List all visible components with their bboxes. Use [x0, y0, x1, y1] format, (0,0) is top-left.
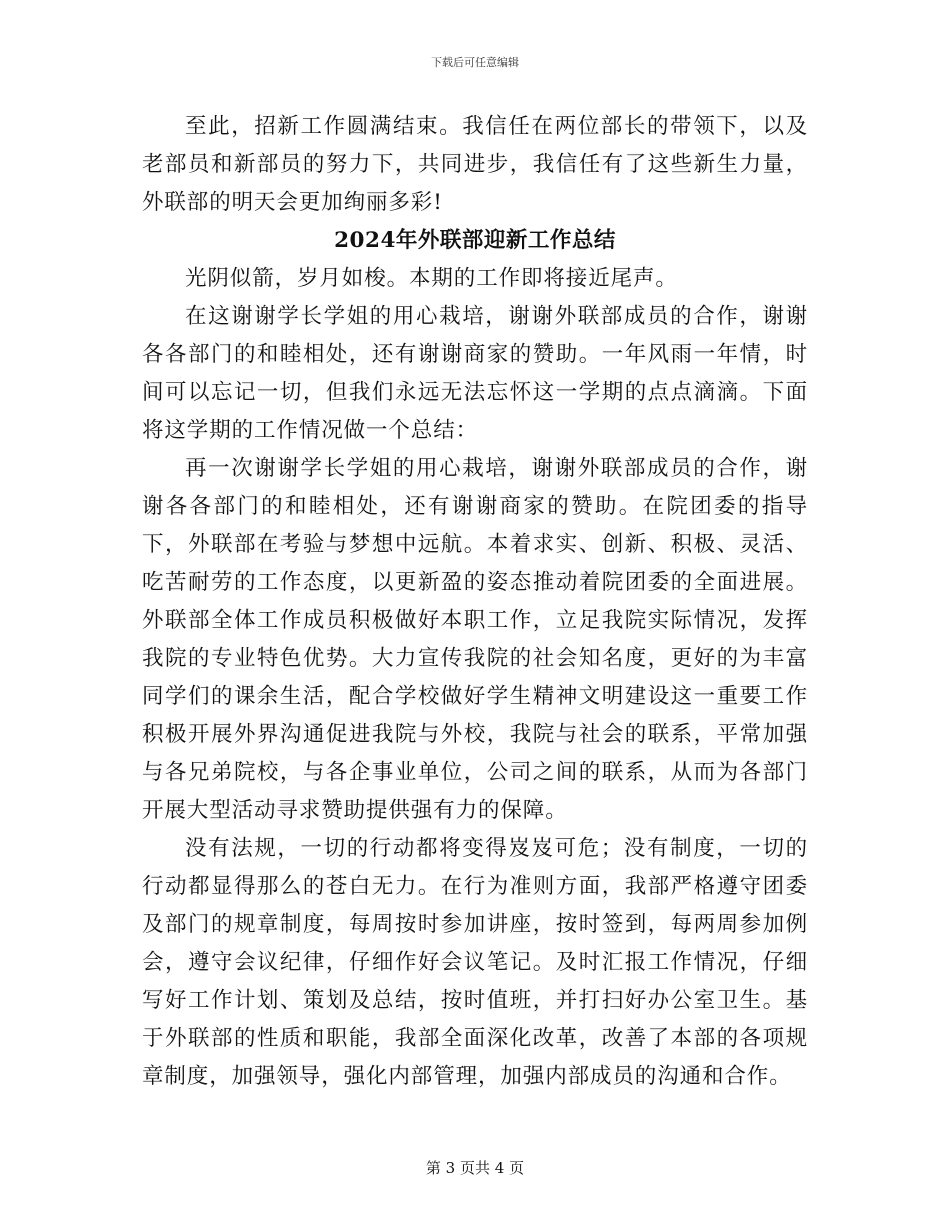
page-header-note: 下载后可任意编辑: [431, 56, 519, 69]
document-body: [142, 108, 808, 1096]
body-paragraph: 在这谢谢学长学姐的用心栽培，谢谢外联部成员的合作，谢谢各各部门的和睦相处，还有谢谢商家的赞助。一年风雨一年情，时间可以忘记一切，但我们永远无法忘怀这一学期的点点滴滴。下面将这学期的工作情况做一个总结：: [142, 304, 808, 443]
body-paragraph: 没有法规，一切的行动都将变得岌岌可危；没有制度，一切的行动都显得那么的苍白无力。在行为准则方面，我部严格遵守团委及部门的规章制度，每周按时参加讲座，按时签到，每两周参加例会，遵守会议纪律，仔细作好会议笔记。及时汇报工作情况，仔细写好工作计划、策划及总结，按时值班，并打扫好办公室卫生。基于外联部的性质和职能，我部全面深化改革，改善了本部的各项规章制度，加强领导，强化内部管理，加强内部成员的沟通和合作。: [142, 836, 808, 1089]
body-paragraph: 再一次谢谢学长学姐的用心栽培，谢谢外联部成员的合作，谢谢各各部门的和睦相处，还有谢谢商家的赞助。在院团委的指导下，外联部在考验与梦想中远航。本着求实、创新、积极、灵活、吃苦耐劳的工作态度，以更新盈的姿态推动着院团委的全面进展。外联部全体工作成员积极做好本职工作，立足我院实际情况，发挥我院的专业特色优势。大力宣传我院的社会知名度，更好的为丰富同学们的课余生活，配合学校做好学生精神文明建设这一重要工作积极开展外界沟通促进我院与外校，我院与社会的联系，平常加强与各兄弟院校，与各企事业单位，公司之间的联系，从而为各部门开展大型活动寻求赞助提供强有力的保障。: [142, 456, 808, 823]
page-number-footer: 第 3 页共 4 页: [425, 1159, 525, 1177]
body-paragraph: 光阴似箭，岁月如梭。本期的工作即将接近尾声。: [185, 266, 678, 291]
intro-paragraph: 至此，招新工作圆满结束。我信任在两位部长的带领下，以及老部员和新部员的努力下，共同进步，我信任有了这些新生力量，外联部的明天会更加绚丽多彩!: [142, 114, 808, 215]
document-title: 2024年外联部迎新工作总结: [334, 228, 616, 253]
